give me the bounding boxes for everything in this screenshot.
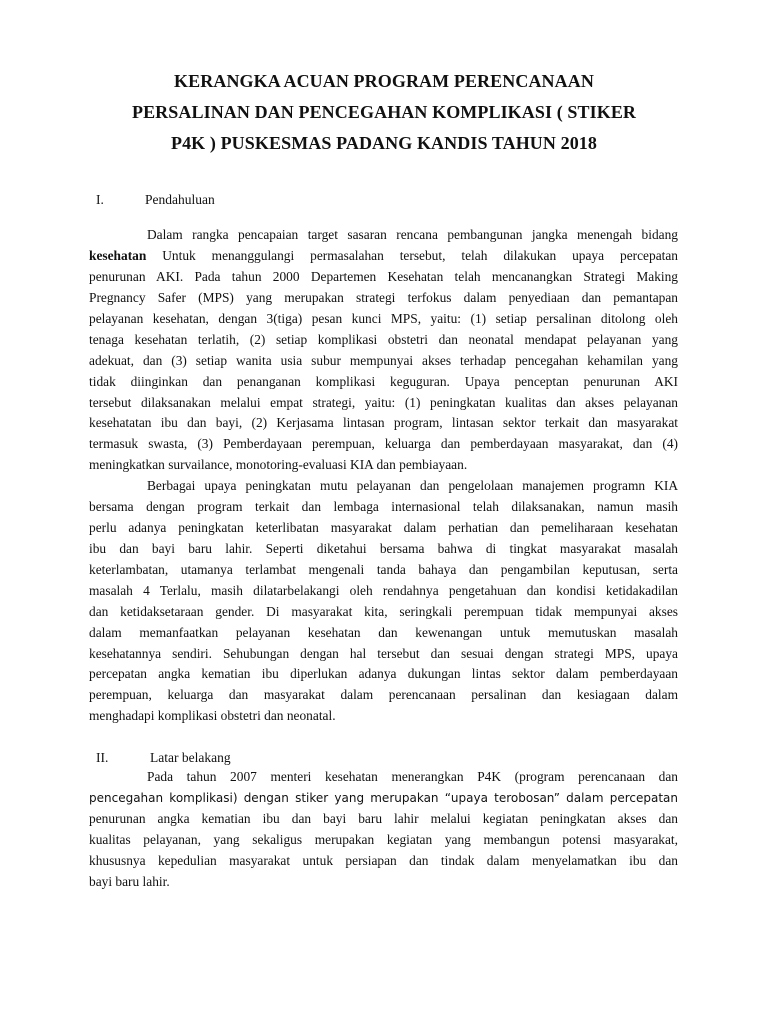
text-line: keterlambatan, utamanya terlambat mengenali tanda bahaya dan pengambilan keputusan, serta: [89, 561, 678, 577]
text-line: percepatan angka kematian ibu diperlukan adanya dukungan lintas sektor dalam pemberdayaan: [89, 666, 678, 682]
text-line: pelayanan kesehatan, dengan 3(tiga) pesan kunci MPS, yaitu: (1) setiap persalinan ditolong oleh: [89, 310, 678, 326]
section-number: I.: [96, 192, 104, 207]
text-line: meningkatkan survailance, monotoring-evaluasi KIA dan pembiayaan.: [89, 457, 468, 473]
bold-term: kesehatan: [89, 247, 147, 263]
title-line: P4K ) PUSKESMAS PADANG KANDIS TAHUN 2018: [170, 133, 598, 153]
text-line: dalam memanfaatkan pelayanan kesehatan dan kewenangan untuk memutuskan masalah: [89, 624, 678, 640]
text-line: Berbagai upaya peningkatan mutu pelayanan dan pengelolaan manajemen programn KIA: [147, 478, 678, 493]
section-title: Pendahuluan: [145, 192, 215, 207]
paragraph-pendahuluan-1: [89, 225, 678, 476]
text-line-rest: Untuk menanggulangi permasalahan tersebut, telah dilakukan upaya percepatan: [162, 247, 678, 263]
text-line: ibu dan bayi baru lahir. Seperti diketahui bersama bahwa di tingkat masyarakat masalah: [89, 540, 678, 556]
text-line: masalah 4 Terlalu, masih dilatarbelakangi oleh rendahnya pengetahuan dan kondisi ketidakadilan: [89, 582, 678, 598]
text-line: Dalam rangka pencapaian target sasaran rencana pembangunan jangka menengah bidang: [147, 227, 678, 242]
text-line: kualitas pelayanan, yang sekaligus merupakan kegiatan yang membangun potensi masyarakat,: [89, 831, 678, 847]
section-heading-pendahuluan: [96, 190, 596, 210]
text-line: khususnya kepedulian masyarakat untuk persiapan dan tindak dalam menyelamatkan ibu dan: [89, 852, 678, 868]
document-title: [90, 66, 678, 159]
text-line: menghadapi komplikasi obstetri dan neonatal.: [89, 708, 336, 724]
text-line: kesehatannya sendiri. Sehubungan dengan hal tersebut dan sesuai dengan strategi MPS, upaya: [89, 645, 678, 661]
text-line: penurunan angka kematian ibu dan bayi baru lahir melalui kegiatan peningkatan akses dan: [89, 810, 678, 826]
text-line: Pada tahun 2007 menteri kesehatan menerangkan P4K (program perencanaan dan: [147, 769, 678, 784]
title-line: KERANGKA ACUAN PROGRAM PERENCANAAN: [174, 71, 594, 91]
text-line: tenaga kesehatan terlatih, (2) setiap komplikasi obstetri dan neonatal mendapat pelayanan yang: [89, 331, 678, 347]
text-line: tidak diinginkan dan penanganan komplikasi keguguran. Upaya penceptan penurunan AKI: [89, 373, 678, 389]
section-number: II.: [96, 750, 109, 765]
text-line: bersama dengan program terkait dan lembaga internasional telah dilaksanakan, namun masih: [89, 498, 678, 514]
text-line: adekuat, dan (3) setiap wanita usia subur mempunyai akses terhadap pencegahan kehamilan yang: [89, 352, 678, 368]
text-line: dan ketidaksetaraan gender. Di masyarakat kita, seringkali perempuan tidak mempunyai akses: [89, 603, 678, 619]
paragraph-latar-belakang-1: [89, 767, 678, 893]
text-line: penurunan AKI. Pada tahun 2000 Departemen Kesehatan telah mencanangkan Strategi Making: [89, 268, 678, 284]
section-title: Latar belakang: [150, 750, 231, 765]
text-line: pencegahan komplikasi) dengan stiker yang merupakan “upaya terobosan” dalam percepatan: [89, 790, 678, 805]
title-line: PERSALINAN DAN PENCEGAHAN KOMPLIKASI ( STIKER: [131, 102, 637, 122]
text-line: kesehatatan ibu dan bayi, (2) Kerjasama lintasan program, lintasan sektor terkait dan masyarakat: [89, 415, 678, 431]
text-line: termasuk swasta, (3) Pemberdayaan perempuan, keluarga dan pemberdayaan masyarakat, dan (4): [89, 436, 678, 452]
text-line: bayi baru lahir.: [89, 873, 170, 889]
paragraph-pendahuluan-2: [89, 476, 678, 727]
text-line: tersebut dilaksanakan melalui empat strategi, yaitu: (1) peningkatan kualitas dan akses pelayanan: [89, 394, 678, 410]
text-line: Pregnancy Safer (MPS) yang merupakan strategi terfokus dalam penyediaan dan pemantapan: [89, 289, 678, 305]
section-heading-latar-belakang: [96, 748, 596, 768]
text-line: perempuan, keluarga dan masyarakat dalam perencanaan persalinan dan kesiagaan dalam: [89, 687, 678, 703]
text-line: [89, 246, 678, 267]
text-line: perlu adanya peningkatan keterlibatan masyarakat dalam perhatian dan pemeliharaan kesehatan: [89, 519, 678, 535]
